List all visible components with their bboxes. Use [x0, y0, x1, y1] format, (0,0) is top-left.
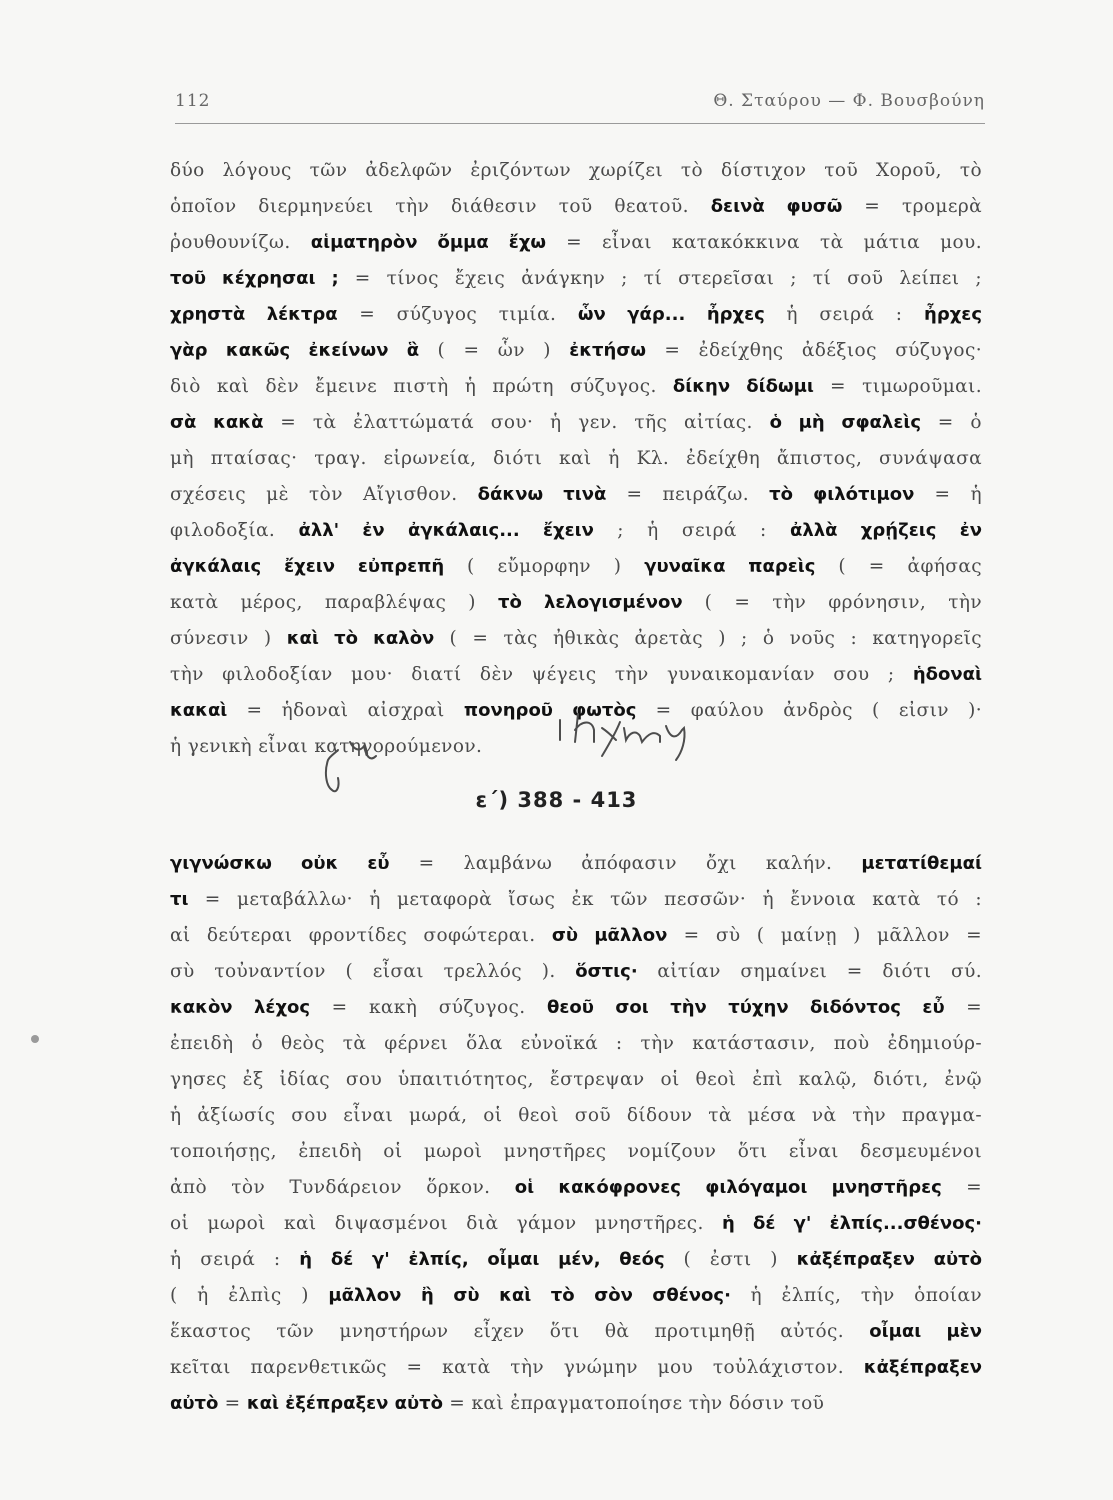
- lemma-term: καὶ τὸ καλὸν: [286, 628, 435, 649]
- lemma-term: αἱματηρὸν ὄμμα ἔχω: [310, 232, 547, 253]
- lemma-term: ἡδοναὶ: [912, 664, 982, 685]
- lemma-term: τὸ φιλότιμον: [769, 484, 915, 505]
- lemma-term: ὧν γάρ... ἦρχες: [577, 304, 765, 325]
- lemma-term: κἀξέπραξεν αὐτὸ: [796, 1249, 983, 1270]
- page-header: [175, 85, 985, 124]
- gloss-text: = τὰ ἐλαττώματά σου· ἡ γεν. τῆς αἰτίας.: [263, 412, 770, 433]
- text-line: [170, 261, 982, 297]
- gloss-text: διὸ καὶ δὲν ἔμεινε πιστὴ ἡ πρώτη σύζυγος.: [170, 376, 673, 397]
- lemma-term: κἀξέπραξεν: [863, 1357, 982, 1378]
- gloss-text: = ἡδοναὶ αἰσχραὶ: [227, 700, 464, 721]
- handwritten-annotation-icon: [320, 690, 740, 800]
- lemma-term: οἱ κακόφρονες φιλόγαμοι μνηστῆρες: [514, 1177, 942, 1198]
- gloss-text: = κακὴ σύζυγος.: [310, 997, 547, 1018]
- text-line: [170, 1206, 982, 1242]
- text-line: [170, 441, 982, 477]
- text-line: [170, 1242, 982, 1278]
- lemma-term: μᾶλλον ἢ σὺ καὶ τὸ σὸν σθένος·: [328, 1285, 731, 1306]
- text-line: [170, 189, 982, 225]
- text-line: [170, 1386, 982, 1422]
- text-line: [170, 882, 982, 918]
- gloss-text: = πειράζω.: [606, 484, 770, 505]
- text-line: [170, 369, 982, 405]
- gloss-text: =: [218, 1393, 247, 1414]
- lemma-term: πονηροῦ φωτὸς: [463, 700, 637, 721]
- text-line: [170, 297, 982, 333]
- lemma-term: μετατίθεμαί: [861, 853, 982, 874]
- gloss-text: ( = τὰς ἠθικὰς ἀρετὰς ) ; ὁ νοῦς : κατηγορεῖς: [434, 628, 982, 649]
- lemma-term: κακαὶ: [170, 700, 228, 721]
- text-line: [170, 1134, 982, 1170]
- gloss-text: ( = τὴν φρόνησιν, τὴν: [682, 592, 982, 613]
- lemma-term: δεινὰ φυσῶ: [710, 196, 843, 217]
- gloss-text: ἐπειδὴ ὁ θεὸς τὰ φέρνει ὅλα εὐνοϊκά : τὴν κατάστασιν, ποὺ ἐδημιούρ-: [170, 1033, 982, 1054]
- gloss-text: ( = ὧν ): [419, 340, 570, 361]
- text-line: [170, 513, 982, 549]
- gloss-text: ἀπὸ τὸν Τυνδάρειον ὅρκον.: [170, 1177, 515, 1198]
- lemma-term: ἐκτήσω: [569, 340, 647, 361]
- lemma-term: καὶ ἐξέπραξεν αὐτὸ: [246, 1393, 443, 1414]
- lemma-term: σὺ μᾶλλον: [551, 925, 668, 946]
- lemma-term: αὐτὸ: [170, 1393, 219, 1414]
- lemma-term: γὰρ κακῶς ἐκείνων ἃ: [170, 340, 420, 361]
- lemma-term: ὁ μὴ σφαλεὶς: [769, 412, 922, 433]
- gloss-text: = ἐδείχθης ἀδέξιος σύζυγος·: [646, 340, 982, 361]
- gloss-text: = ὁ: [921, 412, 982, 433]
- text-line: [170, 621, 982, 657]
- text-line: [170, 1062, 982, 1098]
- text-line: [170, 1350, 982, 1386]
- gloss-text: ῥουθουνίζω.: [170, 232, 311, 253]
- lemma-term: οἶμαι μὲν: [869, 1321, 983, 1342]
- lemma-term: ἦρχες: [924, 304, 982, 325]
- page-number: 112: [175, 91, 211, 111]
- lemma-term: τοῦ κέχρησαι ;: [170, 268, 339, 289]
- lemma-term: ὅστις·: [575, 961, 638, 982]
- gloss-text: τὴν φιλοδοξίαν μου· διατί δὲν ψέγεις τὴν γυναικομανίαν σου ;: [170, 664, 913, 685]
- text-line: [170, 333, 982, 369]
- lemma-term: τι: [170, 889, 189, 910]
- gloss-text: ( εὔμορφην ): [444, 556, 645, 577]
- gloss-text: ( ἡ ἐλπὶς ): [170, 1285, 329, 1306]
- gloss-text: φιλοδοξία.: [170, 520, 299, 541]
- gloss-text: ; ἡ σειρά :: [593, 520, 790, 541]
- lemma-term: ἡ δέ γ' ἐλπίς...σθένος·: [722, 1213, 983, 1234]
- gloss-text: δύο λόγους τῶν ἀδελφῶν ἐριζόντων χωρίζει τὸ δίστιχον τοῦ Χοροῦ, τὸ: [170, 160, 982, 181]
- text-line: [170, 405, 982, 441]
- gloss-text: αἱ δεύτεραι φροντίδες σοφώτεραι.: [170, 925, 552, 946]
- gloss-text: = καὶ ἐπραγματοποίησε τὴν δόσιν τοῦ: [443, 1393, 825, 1414]
- gloss-text: ὁποῖον διερμηνεύει τὴν διάθεσιν τοῦ θεατοῦ.: [170, 196, 711, 217]
- gloss-text: ἡ ἐλπίς, τὴν ὁποίαν: [730, 1285, 982, 1306]
- gloss-text: = τίνος ἔχεις ἀνάγκην ; τί στερεῖσαι ; τί σοῦ λείπει ;: [338, 268, 982, 289]
- gloss-text: ( = ἀφήσας: [815, 556, 982, 577]
- lemma-term: ἀγκάλαις ἔχειν εὐπρεπῆ: [170, 556, 445, 577]
- commentary-block-2: [170, 846, 982, 1422]
- lemma-term: ἀλλὰ χρῄζεις ἐν: [789, 520, 982, 541]
- gloss-text: = σὺ ( μαίνῃ ) μᾶλλον =: [667, 925, 982, 946]
- gloss-text: ἡ ἀξίωσίς σου εἶναι μωρά, οἱ θεοὶ σοῦ δίδουν τὰ μέσα νὰ τὴν πραγμα-: [170, 1105, 982, 1126]
- lemma-term: γιγνώσκω οὐκ εὖ: [170, 853, 390, 874]
- text-line: [170, 477, 982, 513]
- text-line: [170, 1314, 982, 1350]
- lemma-term: κακὸν λέχος: [170, 997, 311, 1018]
- gloss-text: = μεταβάλλω· ἡ μεταφορὰ ἴσως ἐκ τῶν πεσσῶν· ἡ ἔννοια κατὰ τό :: [188, 889, 982, 910]
- gloss-text: τοποιήσῃς, ἐπειδὴ οἱ μωροὶ μνηστῆρες νομίζουν ὅτι εἶναι δεσμευμένοι: [170, 1141, 982, 1162]
- text-line: [170, 585, 982, 621]
- lemma-term: τὸ λελογισμένον: [498, 592, 683, 613]
- lemma-term: δίκην δίδωμι: [672, 376, 814, 397]
- lemma-term: γυναῖκα παρεὶς: [644, 556, 816, 577]
- text-line: [170, 1098, 982, 1134]
- lemma-term: δάκνω τινὰ: [477, 484, 607, 505]
- gloss-text: = σύζυγος τιμία.: [337, 304, 578, 325]
- gloss-text: κεῖται παρενθετικῶς = κατὰ τὴν γνώμην μου τοὐλάχιστον.: [170, 1357, 864, 1378]
- lemma-term: ἀλλ' ἐν ἀγκάλαις... ἔχειν: [298, 520, 594, 541]
- text-line: [170, 657, 982, 693]
- smudge-mark-icon: [28, 1032, 42, 1046]
- gloss-text: =: [944, 997, 982, 1018]
- text-line: [170, 954, 982, 990]
- gloss-text: = τιμωροῦμαι.: [813, 376, 982, 397]
- gloss-text: ἡ γενικὴ εἶναι κατηγορούμενον.: [170, 736, 483, 757]
- commentary-block-1: [170, 153, 982, 765]
- gloss-text: = εἶναι κατακόκκινα τὰ μάτια μου.: [546, 232, 982, 253]
- gloss-text: γησες ἐξ ἰδίας σου ὑπαιτιότητος, ἔστρεψαν οἱ θεοὶ ἐπὶ καλῷ, διότι, ἐνῷ: [170, 1069, 982, 1090]
- text-line: [170, 549, 982, 585]
- text-line: [170, 225, 982, 261]
- gloss-text: ἕκαστος τῶν μνηστήρων εἶχεν ὅτι θὰ προτιμηθῇ αὐτός.: [170, 1321, 870, 1342]
- gloss-text: μὴ πταίσας· τραγ. εἰρωνεία, διότι καὶ ἡ Κλ. ἐδείχθη ἄπιστος, συνάψασα: [170, 448, 982, 469]
- lemma-term: σὰ κακὰ: [170, 412, 264, 433]
- gloss-text: κατὰ μέρος, παραβλέψας ): [170, 592, 499, 613]
- gloss-text: =: [941, 1177, 983, 1198]
- gloss-text: σχέσεις μὲ τὸν Αἴγισθον.: [170, 484, 478, 505]
- gloss-text: = φαύλου ἀνδρὸς ( εἰσιν )·: [636, 700, 982, 721]
- gloss-text: ἡ σειρά :: [170, 1249, 300, 1270]
- text-line: [170, 990, 982, 1026]
- text-line: [170, 1278, 982, 1314]
- gloss-text: ( ἐστι ): [664, 1249, 797, 1270]
- text-line: [170, 918, 982, 954]
- gloss-text: οἱ μωροὶ καὶ διψασμένοι διὰ γάμον μνηστῆρες.: [170, 1213, 722, 1234]
- running-title: Θ. Σταύρου — Φ. Βουσβούνη: [713, 91, 985, 111]
- gloss-text: = ἡ: [914, 484, 982, 505]
- lemma-term: χρηστὰ λέκτρα: [170, 304, 338, 325]
- lemma-term: θεοῦ σοι τὴν τύχην διδόντος εὖ: [547, 997, 945, 1018]
- gloss-text: ἡ σειρά :: [764, 304, 924, 325]
- section-heading: ε΄) 388 - 413: [475, 788, 638, 812]
- gloss-text: αἰτίαν σημαίνει = διότι σύ.: [637, 961, 982, 982]
- text-line: [170, 846, 982, 882]
- gloss-text: = λαμβάνω ἀπόφασιν ὄχι καλήν.: [389, 853, 862, 874]
- text-line: [170, 1170, 982, 1206]
- gloss-text: σὺ τοὐναντίον ( εἶσαι τρελλός ).: [170, 961, 576, 982]
- lemma-term: ἡ δέ γ' ἐλπίς, οἶμαι μέν, θεός: [299, 1249, 665, 1270]
- gloss-text: σύνεσιν ): [170, 628, 287, 649]
- text-line: [170, 1026, 982, 1062]
- gloss-text: = τρομερὰ: [842, 196, 982, 217]
- text-line: [170, 153, 982, 189]
